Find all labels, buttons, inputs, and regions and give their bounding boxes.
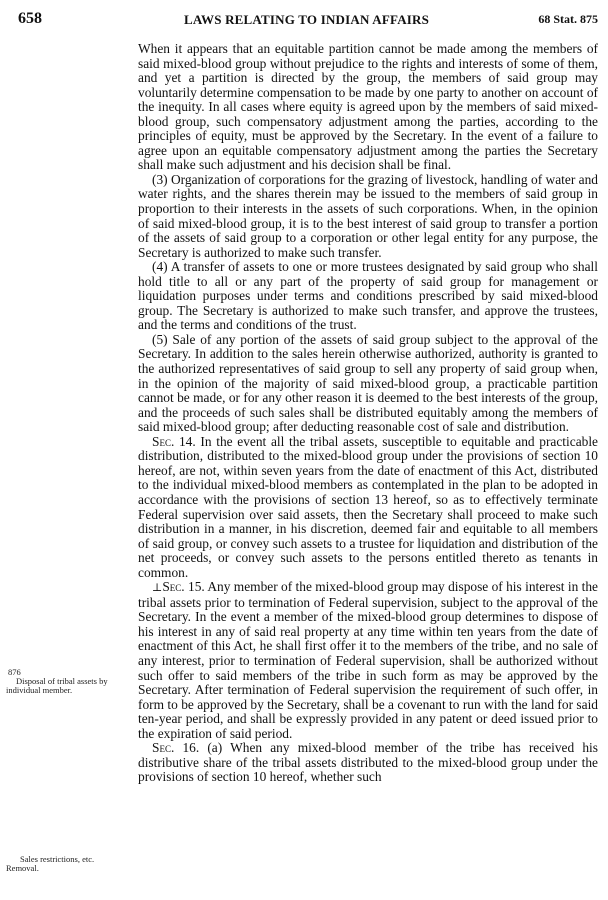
paragraph-sale: (5) Sale of any portion of the assets of said group subject to the approval of the Secretary. In addition to the sales herein otherwise authorized, authority is granted to the authorized representatives of said group to sell any property of said group when, in the opinion of the majority of said mixed-blood group, a practicable partition cannot be made, or for any other reason it is deemed to the best interests of the group, and the proceeds of such sales shall be distributed equitably among the members of said mixed-blood group; after deducting reasonable cost of sale and distribution. bbox=[138, 331, 598, 435]
section-15 bbox=[138, 580, 598, 741]
section-text: (a) When any mixed-blood member of the tribe has received his distributive share of the tribal assets distributed to the mixed-blood group under the provisions of section 10 hereof, whether such bbox=[138, 740, 598, 785]
statute-reference: 68 Stat. 875 bbox=[538, 12, 598, 26]
section-label: Sec. 14. bbox=[152, 433, 196, 449]
margin-note-disposal bbox=[6, 668, 120, 695]
section-label: Sec. 15. bbox=[162, 579, 205, 595]
page-number: 658 bbox=[18, 10, 42, 27]
section-14 bbox=[138, 435, 598, 580]
margin-note-text: Disposal of tribal assets by individual member. bbox=[6, 676, 108, 695]
body-text bbox=[138, 42, 598, 785]
margin-note-text: Sales restrictions, etc. Removal. bbox=[6, 854, 95, 873]
paragraph-trustees: (4) A transfer of assets to one or more trustees designated by said group who shall hold title to all or any part of the property of said group for management or liquidation purposes under terms and conditions prescribed by said mixed-blood group. The Secretary is authorized to make such transfer, and approve the trustees, and the terms and conditions of the trust. bbox=[138, 259, 598, 333]
margin-note-sales-restrictions bbox=[6, 855, 120, 873]
paragraph-corporations: (3) Organization of corporations for the grazing of livestock, handling of water and water rights, and the shares therein may be issued to the members of said group in proportion to their interests in the assets of such corporations. When, in the opinion of said mixed-blood group, it is to the best interest of said group to transfer a portion of the assets of said group to a corporation or other legal entity for any purpose, the Secretary is authorized to make such transfer. bbox=[138, 171, 598, 260]
paragraph-partition: When it appears that an equitable partition cannot be made among the members of said mixed-blood group without prejudice to the rights and interests of some of them, and yet a partition is directed by the group, the members of said group may voluntarily determine compensation to be made by one party to another on account of the inequity. In all cases where equity is agreed upon by the members of said mixed-blood group, such compensatory adjustment among the parties, according to the principles of equity, must be approved by the Secretary. In the event of a failure to agree upon an equitable compensatory adjustment among the parties the Secretary shall make such adjustment and his decision shall be final. bbox=[138, 41, 598, 173]
page-header bbox=[18, 10, 598, 32]
section-label: Sec. 16. bbox=[152, 740, 200, 756]
section-16 bbox=[138, 741, 598, 785]
page-break-marker: ⊥ bbox=[152, 582, 163, 595]
margin-page-reference: 876 bbox=[8, 667, 21, 677]
section-text: In the event all the tribal assets, susceptible to equitable and practicable distribution, distributed to the mixed-blood group under the provisions of section 10 hereof, are not, within seven years from the date of enactment of this Act, distributed to the individual mixed-blood members as contemplated in the plan to be adopted in accordance with the provisions of section 13 hereof, so as to effectively terminate Federal supervision over said assets, then the Secretary shall proceed to make such distribution in a manner, in his discretion, deemed fair and equitable to all members of said group, or convey such assets to a trustee for liquidation and distribution of the net proceeds, or convey such assets to the persons entitled thereto as tenants in common. bbox=[138, 433, 598, 580]
running-title: LAWS RELATING TO INDIAN AFFAIRS bbox=[184, 12, 430, 27]
section-text: Any member of the mixed-blood group may dispose of his interest in the tribal assets prior to termination of Federal supervision, subject to the approval of the Secretary. In the event a member of the mixed-blood group determines to dispose of his interest in any of said real property at any time within ten years from the date of enactment of this Act, he shall first offer it to the members of the tribe, and no sale of any interest, prior to termination of Federal supervision, shall be authorized without such offer to said members of the tribe in such form as may be approved by the Secretary. After termination of Federal supervision the requirement of such offer, in form to be approved by the Secretary, shall be a covenant to run with the land for said ten-year period, and shall be expressly provided in any patent or deed issued prior to the expiration of said period. bbox=[138, 579, 598, 741]
